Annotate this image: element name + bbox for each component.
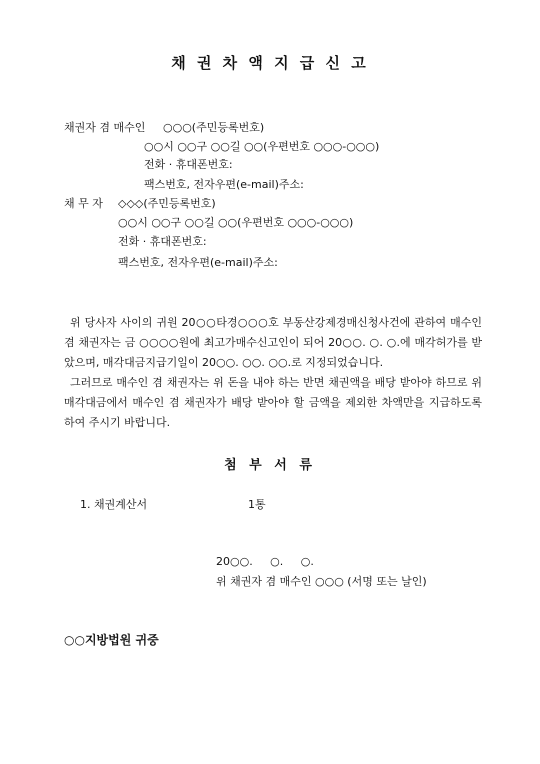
attachments-heading: 첨 부 서 류 <box>224 458 316 473</box>
body-paragraph-1: 위 당사자 사이의 귀원 20○○타경○○○호 부동산강제경매신청사건에 관하여 매수인 겸 채권자는 금 ○○○○원에 최고가매수신고인이 되어 20○○. ○. ○.에 매각허가를 받았으며, 매각대금지급기일이 20○○. ○○. ○○.로 지정되었습니다. <box>64 316 482 369</box>
court-addressee: ○○지방법원 귀중 <box>64 633 159 647</box>
creditor-phone: 전화 · 휴대폰번호: <box>144 158 233 171</box>
debtor-phone: 전화 · 휴대폰번호: <box>118 235 207 248</box>
attachment-item-count: 1통 <box>248 498 266 511</box>
document-title: 채 권 차 액 지 급 신 고 <box>171 54 369 72</box>
body-text <box>64 313 482 433</box>
debtor-fax-email: 팩스번호, 전자우편(e-mail)주소: <box>118 256 278 269</box>
creditor-fax-email: 팩스번호, 전자우편(e-mail)주소: <box>144 178 304 191</box>
body-paragraph-2: 그러므로 매수인 겸 채권자는 위 돈을 내야 하는 반면 채권액을 배당 받아야 하므로 위 매각대금에서 매수인 겸 채권자가 배당 받아야 할 금액을 제외한 차액만을 지급하도록 하여 주시기 바랍니다. <box>64 376 482 429</box>
debtor-label: 채 무 자 <box>64 197 103 210</box>
creditor-address: ○○시 ○○구 ○○길 ○○(우편번호 ○○○-○○○) <box>144 140 380 153</box>
debtor-name: ◇◇◇(주민등록번호) <box>118 197 216 210</box>
creditor-label: 채권자 겸 매수인 <box>64 121 146 134</box>
creditor-name: ○○○(주민등록번호) <box>163 121 265 134</box>
signature-line: 위 채권자 겸 매수인 ○○○ (서명 또는 날인) <box>216 575 427 588</box>
attachment-item-label: 1. 채권계산서 <box>80 498 148 511</box>
debtor-address: ○○시 ○○구 ○○길 ○○(우편번호 ○○○-○○○) <box>118 216 354 229</box>
document-date: 20○○. ○. ○. <box>216 555 314 568</box>
